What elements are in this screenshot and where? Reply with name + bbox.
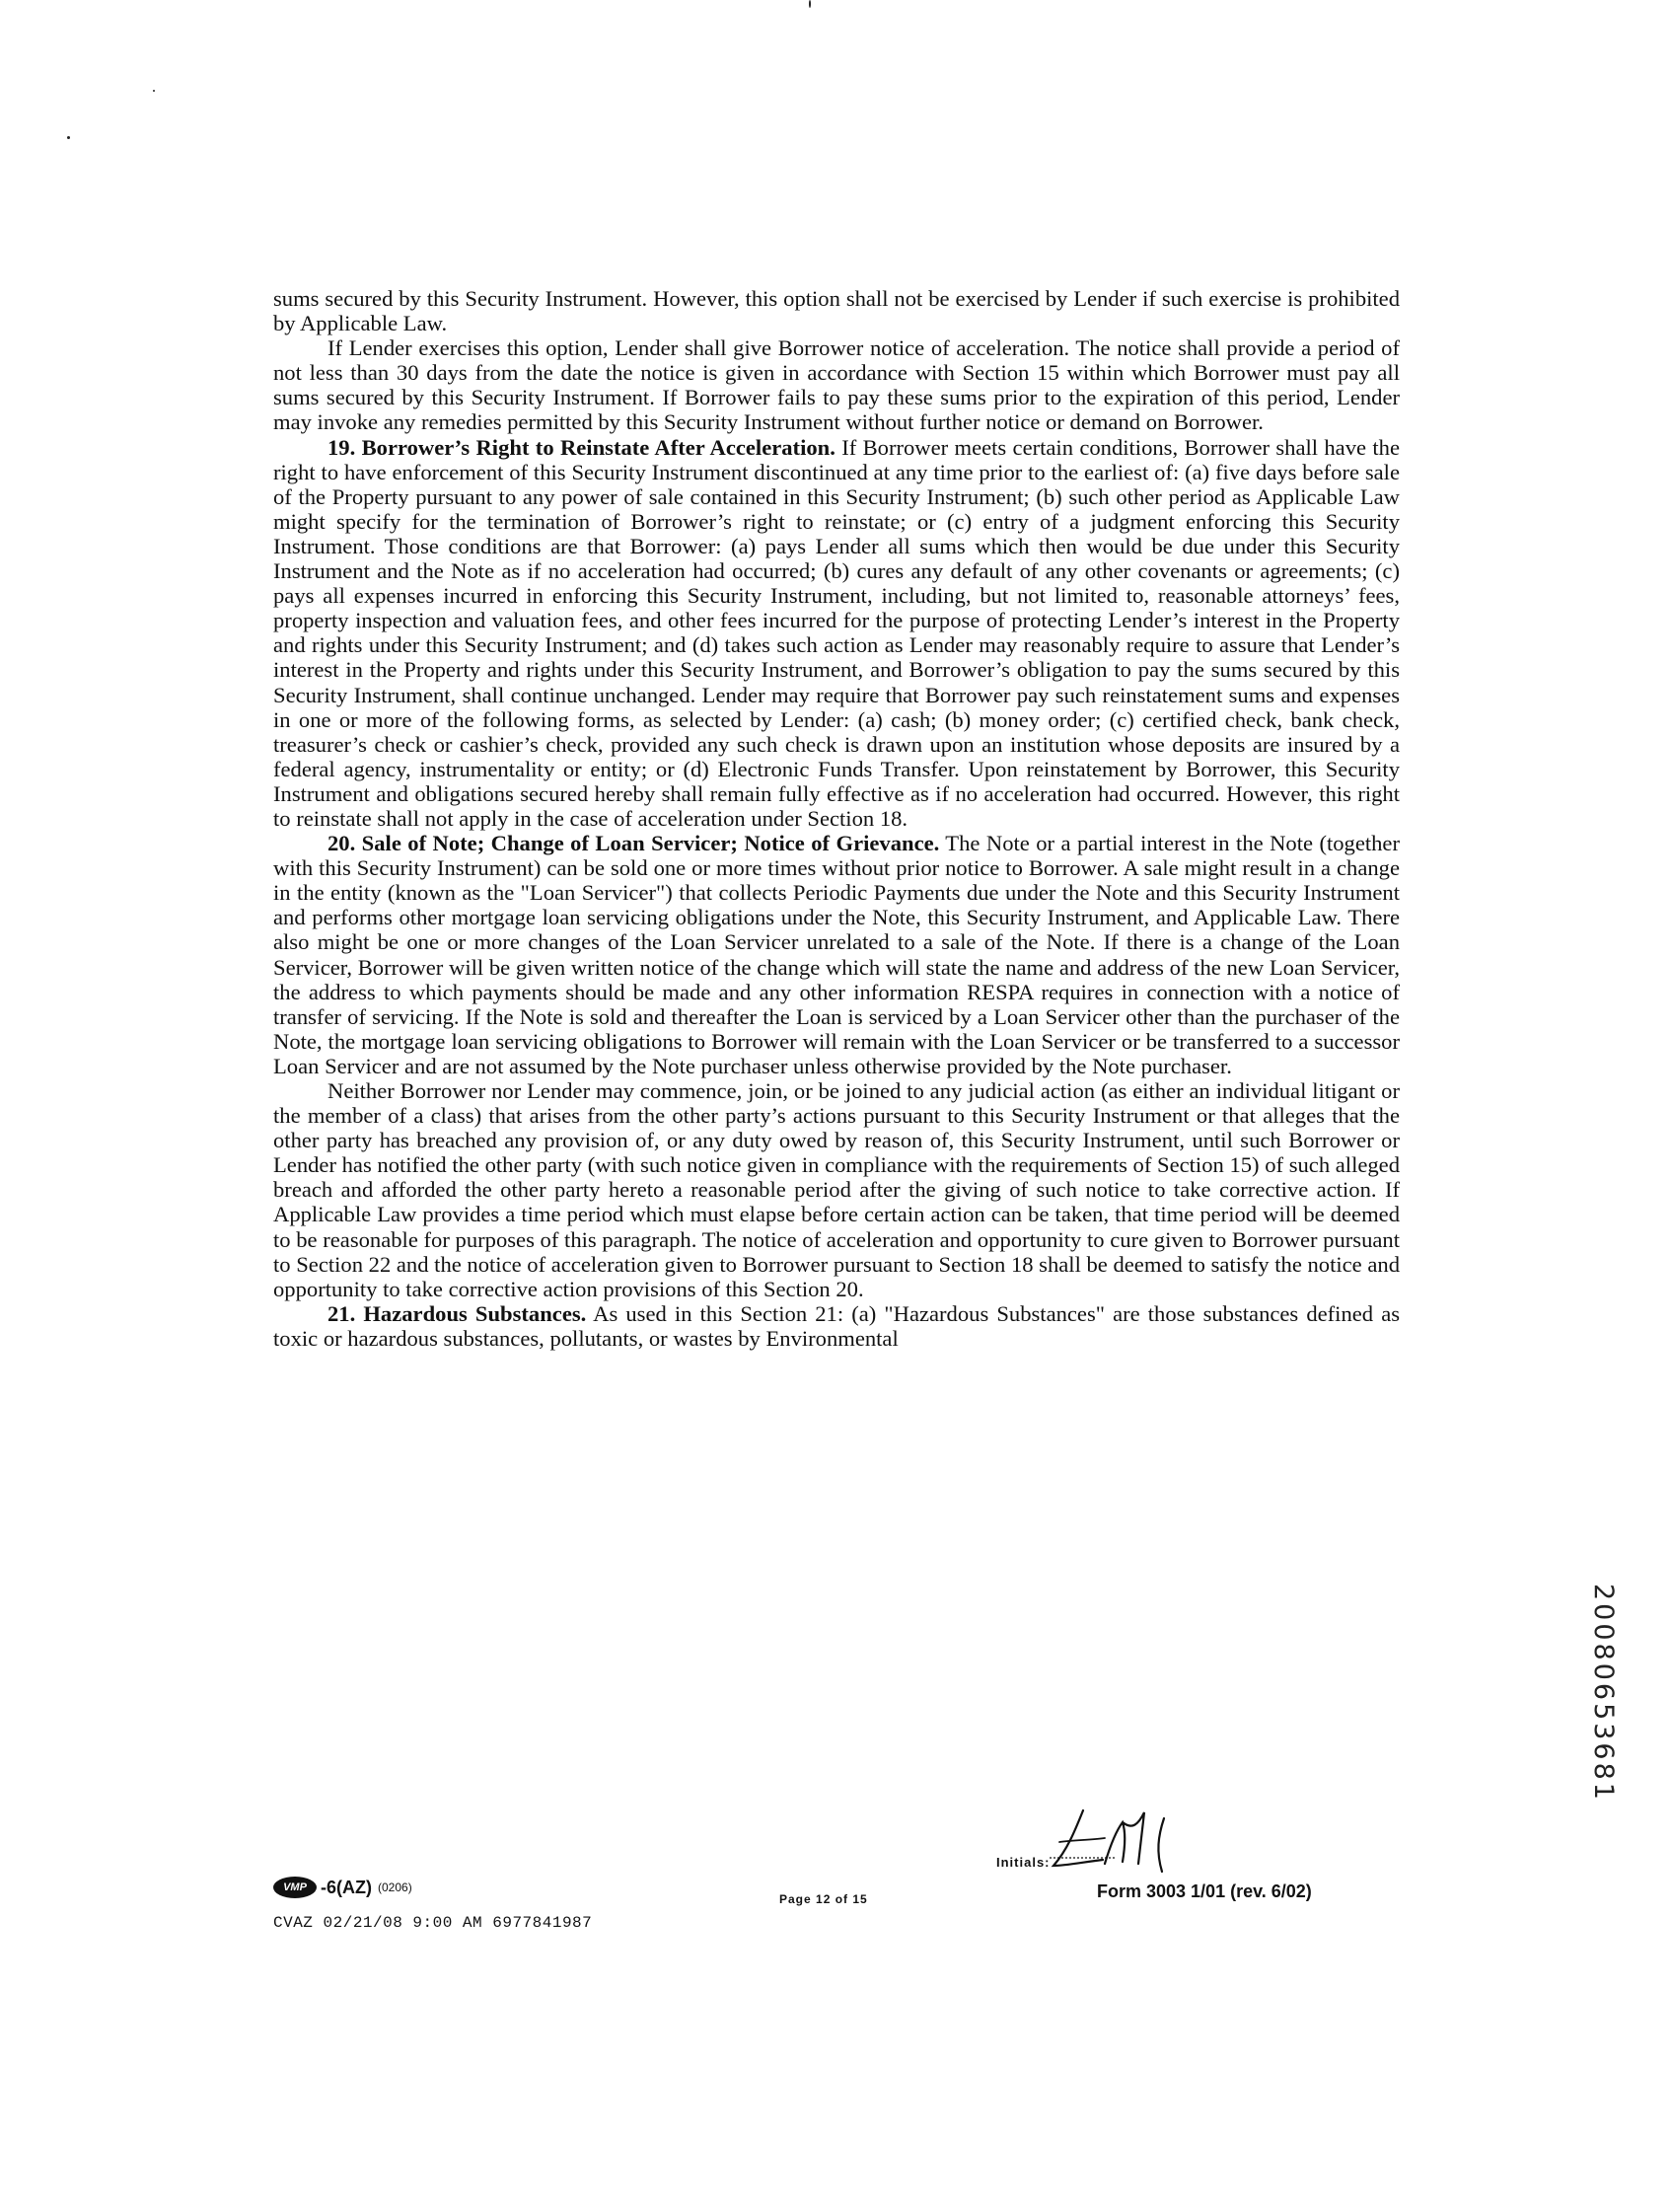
paragraph: sums secured by this Security Instrument. However, this option shall not be exercised by Lender if such exercise is prohibited by Applicable Law. xyxy=(273,286,1400,336)
section-heading: 21. Hazardous Substances. xyxy=(327,1300,587,1326)
section-text: If Borrower meets certain conditions, Borrower shall have the right to have enforcement of this Security Instrument discontinued at any time prior to the earliest of: (a) five days before sale of the Property pursuant to any power of sale contained in this Security Instrument; (b) such other period as Applicable Law might specify for the termination of Borrower’s right to reinstate; or (c) entry of a judgment enforcing this Security Instrument. Those conditions are that Borrower: (a) pays Lender all sums which then would be due under this Security Instrument and the Note as if no acceleration had occurred; (b) cures any default of any other covenants or agreements; (c) pays all expenses incurred in enforcing this Security Instrument, including, but not limited to, reasonable attorneys’ fees, property inspection and valuation fees, and other fees incurred for the purpose of protecting Lender’s interest in the Property and rights under this Security Instrument; and (d) takes such action as Lender may reasonably require to assure that Lender’s interest in the Property and rights under this Security Instrument, and Borrower’s obligation to pay the sums secured by this Security Instrument, shall continue unchanged. Lender may require that Borrower pay such reinstatement sums and expenses in one or more of the following forms, as selected by Lender: (a) cash; (b) money order; (c) certified check, bank check, treasurer’s check or cashier’s check, provided any such check is drawn upon an institution whose deposits are insured by a federal agency, instrumentality or entity; or (d) Electronic Funds Transfer. Upon reinstatement by Borrower, this Security Instrument and obligations secured hereby shall remain fully effective as if no acceleration had occurred. However, this right to reinstate shall not apply in the case of acceleration under Section 18. xyxy=(273,434,1400,831)
form-identifier: Form 3003 1/01 (rev. 6/02) xyxy=(1097,1881,1312,1901)
section-21 xyxy=(273,1301,1400,1351)
paragraph: If Lender exercises this option, Lender shall give Borrower notice of acceleration. The notice shall provide a period of not less than 30 days from the date the notice is given in accordance with Section 15 within which Borrower must pay all sums secured by this Security Instrument. If Borrower fails to pay these sums prior to the expiration of this period, Lender may invoke any remedies permitted by this Security Instrument without further notice or demand on Borrower. xyxy=(273,335,1400,435)
paragraph: Neither Borrower nor Lender may commence, join, or be joined to any judicial action (as either an individual litigant or the member of a class) that arises from the other party’s actions pursuant to this Security Instrument or that alleges that the other party has breached any provision of, or any duty owed by reason of, this Security Instrument, until such Borrower or Lender has notified the other party (with such notice given in compliance with the requirements of Section 15) of such alleged breach and afforded the other party hereto a reasonable period after the giving of such notice to take corrective action. If Applicable Law provides a time period which must elapse before certain action can be taken, that time period will be deemed to be reasonable for purposes of this paragraph. The notice of acceleration and opportunity to cure given to Borrower pursuant to Section 22 and the notice of acceleration given to Borrower pursuant to Section 18 shall be deemed to satisfy the notice and opportunity to take corrective action provisions of this Section 20. xyxy=(273,1078,1400,1301)
scan-speck xyxy=(153,90,155,92)
section-text: As used in this Section 21: (a) "Hazardous Substances" are those substances defined as toxic or hazardous substances, pollutants, or wastes by Environmental xyxy=(273,1300,1401,1351)
section-20 xyxy=(273,831,1400,1078)
form-code: -6(AZ) xyxy=(321,1877,372,1897)
form-date: (0206) xyxy=(378,1880,412,1894)
recording-number-stamp: 20080653681 xyxy=(1588,1584,1619,1803)
section-heading: 20. Sale of Note; Change of Loan Servicer; Notice of Grievance. xyxy=(327,831,940,856)
vmp-logo: VMP xyxy=(273,1877,317,1898)
document-body xyxy=(273,286,1400,1351)
scan-speck xyxy=(67,136,70,139)
initials-signature xyxy=(1046,1801,1213,1880)
initials-label: Initials: xyxy=(996,1855,1051,1870)
print-stamp: CVAZ 02/21/08 9:00 AM 6977841987 xyxy=(273,1914,593,1932)
form-footer xyxy=(273,1877,412,1898)
section-text: The Note or a partial interest in the Note (together with this Security Instrument) can be sold one or more times without prior notice to Borrower. A sale might result in a change in the entity (known as the "Loan Servicer") that collects Periodic Payments due under the Note and this Security Instrument and performs other mortgage loan servicing obligations under the Note, this Security Instrument, and Applicable Law. There also might be one or more changes of the Loan Servicer unrelated to a sale of the Note. If there is a change of the Loan Servicer, Borrower will be given written notice of the change which will state the name and address of the new Loan Servicer, the address to which payments should be made and any other information RESPA requires in connection with a notice of transfer of servicing. If the Note is sold and thereafter the Loan is serviced by a Loan Servicer other than the purchaser of the Note, the mortgage loan servicing obligations to Borrower will remain with the Loan Servicer or be transferred to a successor Loan Servicer and are not assumed by the Note purchaser unless otherwise provided by the Note purchaser. xyxy=(273,831,1400,1078)
scan-speck xyxy=(809,0,811,8)
section-19 xyxy=(273,435,1400,832)
section-heading: 19. Borrower’s Right to Reinstate After Acceleration. xyxy=(327,434,836,460)
page-number: Page 12 of 15 xyxy=(779,1892,868,1906)
